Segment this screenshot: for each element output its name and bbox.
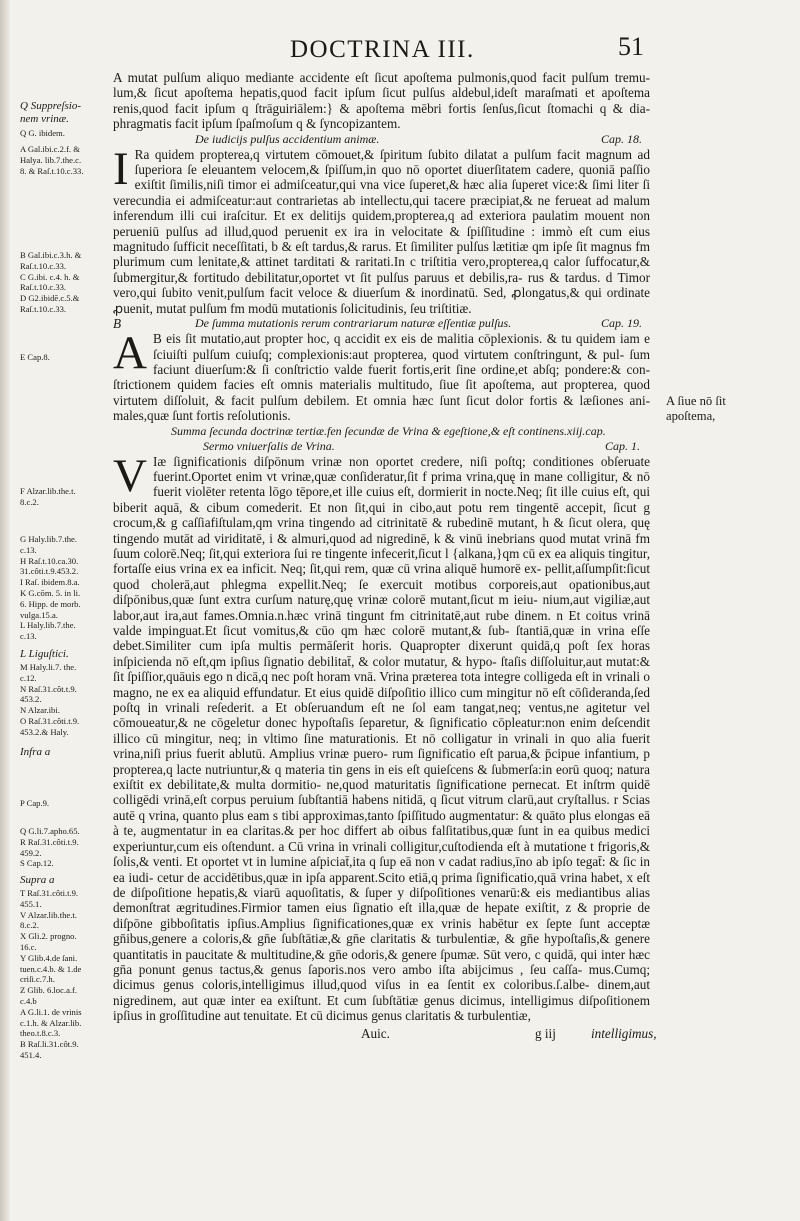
margin-note-group xyxy=(20,662,115,738)
margin-note-line: B Gal.ibi.c.3.h. & xyxy=(20,250,82,260)
chapter-number: Cap. 18. xyxy=(600,131,642,146)
margin-note-line: Halya. lib.7.the.c. xyxy=(20,154,82,165)
margin-note-line: nem vrinæ. xyxy=(20,113,69,125)
catchword-author: Auic. xyxy=(361,1025,390,1041)
margin-note-line: Y Glib.4.de ſani. xyxy=(20,952,78,963)
margin-note-line: Z Glib. 6.loc.a.f. xyxy=(20,985,78,996)
page-footer xyxy=(113,1025,657,1044)
margin-note-line: 16.c. xyxy=(20,941,37,952)
summa-heading: Summa ſecunda doctrinæ tertiæ.fen ſecundæ de Vrina & egeſtione,& eſt continens.xiij.cap. xyxy=(171,423,606,438)
margin-note-line: I Raſ. ibidem.8.a. xyxy=(20,577,80,588)
margin-note-line: N Alzar.ibi. xyxy=(20,705,60,716)
margin-note-line: K G.cōm. 5. in li. xyxy=(20,587,81,598)
margin-note-line: Q G. ibidem. xyxy=(20,128,65,138)
margin-note-line: C G.ibi. c.4. h. & xyxy=(20,271,80,282)
drop-capital: V xyxy=(113,449,147,502)
margin-note-line: 8.c.2. xyxy=(20,920,39,931)
margin-note-line: N Raſ.31.côt.t.9. xyxy=(20,683,77,694)
margin-note-group xyxy=(20,486,115,508)
margin-note-line: H Raſ.t.10.ca.30. xyxy=(20,555,79,566)
margin-note-line: A Gal.ibi.c.2.f. & xyxy=(20,144,80,154)
margin-note-line: criſi.c.7.h. xyxy=(20,974,55,985)
margin-note-line: vulga.15.a. xyxy=(20,609,58,620)
catchword: intelligimus, xyxy=(591,1025,657,1041)
margin-note-group xyxy=(20,648,115,661)
margin-note-line: E Cap.8. xyxy=(20,352,50,362)
margin-note-line: Supra a xyxy=(20,874,55,886)
margin-note-line: D G2.ibidē.c.5.& xyxy=(20,293,80,304)
paragraph-text: Ra quidem propterea,q virtutem cōmouet,& ſpiritum ſubito dilatat a pulſum facit magnum ad ſuperiora ſe eleuantem velocem,& ſpiſſum,in quo nō oportet diuerſitatem cadere, quoniā paſſio exiſtit ſimilis,niſi timor ei admiſceatur,qui vna vice ſuperet,& hæc alia ſuperet vice:& ſimi liter ſi verecundia ei admiſceatur:aut contrarietas ab intellectu,qui tacere præcipiat,& ne ferueat ad malum inferendum illi cui iraſcitur. Et ex delitijs quidem,propterea,q ad exteriora paulatim mouent non perueniū pulſus ad illud,quod peruenit ex ira in velocitate & ſpiſſitudine : immò eſt cum eius magnitudo ſufficit neceſſitati, b & eſt tardus,& rarus. Et ſimiliter pulſus lætitiæ qm ipſe ſit magnus fm plurimum cum lenitate,& attinet tarditati & raritati.In c triſtitia vero,propterea,q calor ſuffocatur,& ſubmergitur,& fortitudo debilitatur,oportet vt ſit pulſus paruus et debilis,ra- rus & tardus. d Timor vero,qui ſubito venit,pulſum facit veloce & diuerſum & inordinatū. Sed, ꝓlongatus,& qui ordinate ꝓuenit, mutat pulſum fm modū mutationis ſolicitudinis, ſeu triſtitiæ. xyxy=(113,146,650,316)
chapter-number: Cap. 1. xyxy=(604,438,640,453)
drop-capital: A xyxy=(113,327,147,380)
chapter-heading-19 xyxy=(113,316,650,331)
margin-note-line: c.13. xyxy=(20,631,37,642)
margin-note-group xyxy=(20,888,115,1061)
margin-note-line: Infra a xyxy=(20,746,51,758)
chapter-heading-18 xyxy=(113,132,650,147)
margin-note-line: Q Suppreſsio- xyxy=(20,100,82,112)
margin-note-line: B Raſ.li.31.côt.9. xyxy=(20,1039,79,1050)
paragraph-text: B eis ſit mutatio,aut propter hoc, q accidit ex eis de malitia cōplexionis. & tu quidem iam e ſciuiſti pulſum cuiuſq; complexionis:aut propterea, quod virtutem conſtringunt, & pul- ſum faciunt diuerſum:& ſi conſtrictio valde fuerit fortis,erit ſine ordine,et abſq; pondere:& con- ſtrictionem quidem facies eſt omnis materialis multitudo, ſiue ſit apoſtema, aut propterea, quod virtutem diſſoluit, & facit pulſum debilem. Et omnia hæc ſunt ſicut dolor fortis & læſiones ani- males,quæ ſunt fortis reſolutionis. xyxy=(113,331,650,424)
margin-note-group xyxy=(20,534,115,642)
sermo-title: Sermo vniuerſalis de Vrina. xyxy=(203,438,335,453)
margin-note-line: S Cap.12. xyxy=(20,858,54,869)
chapter-title: De ſumma mutationis rerum contrariarum naturæ eſſentiæ pulſus. xyxy=(195,316,512,331)
margin-note-line: X Gli.2. progno. xyxy=(20,931,77,942)
margin-note-line: c.13. xyxy=(20,544,37,555)
chapter-number: Cap. 19. xyxy=(600,316,642,331)
margin-note-line: Q G.li.7.apho.65. xyxy=(20,826,80,836)
margin-note-line: G Haly.lib.7.the. xyxy=(20,534,77,544)
margin-note-line: R Raſ.31.côti.t.9. xyxy=(20,836,79,847)
margin-note-line: apoſtema, xyxy=(666,409,716,423)
chapter-title: De iudicijs pulſus accidentium animæ. xyxy=(195,131,380,146)
margin-note-line: 459.2. xyxy=(20,847,42,858)
margin-note-line: 451.4. xyxy=(20,1049,42,1060)
folio-number: 51 xyxy=(618,32,644,61)
margin-note-line: Raſ.t.10.c.33. xyxy=(20,260,67,271)
paragraph-anger xyxy=(113,142,650,316)
running-header: DOCTRINA III. xyxy=(290,36,475,63)
margin-note-group xyxy=(20,798,115,809)
sermo-heading xyxy=(113,439,650,454)
page-edge xyxy=(0,0,10,1221)
margin-note-line: T Raſ.31.côti.t.9. xyxy=(20,888,79,898)
section-label: B xyxy=(113,316,122,332)
margin-note-group xyxy=(20,100,115,126)
drop-capital: I xyxy=(113,142,129,195)
margin-note-line: theo.t.8.c.3. xyxy=(20,1028,61,1039)
margin-note-line: A ſiue nō ſit xyxy=(666,394,726,408)
margin-note-group xyxy=(20,746,115,759)
margin-note-line: V Alzar.lib.the.t. xyxy=(20,909,77,920)
margin-note-group xyxy=(20,352,115,363)
margin-note-line: O Raſ.31.côti.t.9. xyxy=(20,715,80,726)
margin-note-line: c.12. xyxy=(20,672,37,683)
paragraph-text: Iæ ſignificationis diſpōnum vrinæ non oportet credere, niſi poſtq; conditiones obſeruate fuerint.Oportet enim vt vrinæ,quæ conſideratur,ſit f prima vrina,quę in mane colligitur, & nō fuerit violēter retenta lōgo tēpore,et ille cuius eſt, dormierit in nocte.Neq; ſit ille cuius eſt, qui biberit aquā, & cibum comederit. Et non ſit,qui in cibo,aut potu rem tingentē accepit, ſicut g crocum,& g caſſiafiſtulam,qm vrina tingendo ad citrinitatē & rubedinē mutant, h & ſicut olera, quę tingendo mutāt ad viriditatē, i & almuri,quod ad nigredinē, k & vinū inebrians quod mutat vrinā fm ſuum colorē.Neq; ſit,qui exteriora ſui re tingente infecerit,ſicut l {alkana,}qm cū ex ea aliquis tingitur, fortaſſe eius vrina ex ea inficit. Neq; ſit,qui rem, quæ cū vrina aliquē humorē ex- pellit,aſſumpſit:ſicut quod cholerā,aut phlegma expellit.Neq; ſe exercuit motibus corporeis,aut opationibus,aut diſpōnibus,quæ ſunt extra curſum naturę,quę vrinæ colorē mutant,ſicut m ieiu- nium,aut vigiliæ,aut labor,aut ira,aut fames.Omnia.n.hæc vrinā tingunt fm citrinitatē,aut rube dinem. n Et coitus vrinā valde impinguat.Et ſicut vomitus,& cūo qm hæc colorē mutant,& ſub- ſtantiā,quæ in vrina eſſe debet.Similiter cum ipſa multis permāſerit horis. Quapropter dixerunt quidā,q poſt ſex horas inſpicienda nō eſt,qm ipſius ſignatio debilitat̄, & color mutatur, & hypo- ſtaſis diſſoluitur,aut mutat:& ſit ſpiſſior,quāuis ego n dicā,q nec poſt horam vnā. Vrina præterea tota integre colligeda eſt in vrinali o magno, ne ex ea aliquid effundatur. Et eius quidē diſpoſitio illico cum mingitur nō eſt cōſideranda,ſed poſtq in vrinali reſederit. a Et obſeruandum eſt ne ſol eam tangat,neq; ventus,ne agitetur vel cōmoueatur,& ne cōgeletur donec hypoſtaſis ſeparetur, & ſignificatio cōpleatur:non enim deſcendit illico cū mingitur, neq; in vltimo ſine maturationis. Et nō colligatur in vrinali in quo alia fuerit vrina,niſi prius fuerit ablutū. Amplius vrinæ puero- rum ſignificatio eſt parua,& p̄cipue infantium, p propterea,q lacte nutriuntur,& q materia tin gens in eis eſt quieſcens & ſubmerſa:in eorū quoq; natura exiſtit ex debilitate,& multa dormitio- ne,quod maturitatis ſignificatione pernecat. Et inſtrm quidē colligēdi vrinā,eſt corpus peruium ſubſtantiā habens nitidā, q ſicut vitrum clarū,aut cryſtallus. r Scias autē q vrina, quanto plus eam s tibi approximas,tanto ſpiſſitudo augmentatur: & quāto plus elongas eā à te, augmentatur in ea claritas.& per hoc differt ab oibus falſitatibus,quæ ſunt in ea quibus medici experiuntur,cum eis oſtendunt. a Cū vrina in vrinali colligitur,cuſtodienda eſt à mutatione t frigoris,& ſolis,& venti. Et oportet vt in lumine aſpiciat̄,ita q ſup eā non v cadat radius,īno ab ipſo tegat̄: & ſic in ea iudi- cetur de accidētibus,quæ in ipſa apparent.Scito etiā,q prima ſignificatio,quā vrina habet, x eſt de diſpoſitione hepatis,& viarū aquoſitatis, & ſuper y diſpoſitiones venarū:& eis mediantibus alias demonſtrat ægritudines.Firmior tamen eius ſignatio eſt illa,quæ de hepate exiſtit, z & proprie de diſpōne gibboſitatis ipſius.Amplius ſignificationes,quæ ex vrinis habētur ex ſepte ſunt acceptæ gn̄ibus,genere a coloris,& gn̄e ſubſtātiæ,& gn̄e claritatis & turbulentiæ, & gn̄e hypoſtaſis,& genere quantitatis in paucitate & multitudine,& gn̄e odoris,& genere ſpumæ. Sūt vero, c quidā, qui inter hæc gn̄a ponunt genus tactus,& genus ſaporis.nos vero ambo iſta abijcimus , ſeu caſſa- mus.Cumq; dicimus genus coloris,intelligimus illud,quod viſus in ea ſentit ex coloribus.ſ.albe- dinem,aut nigredinem, aut quæ inter ea exiſtunt. Et cum ſubſtātiæ genus dicimus, intelligimus diſpoſitionem ipſius in groſſitudine aut tenuitate. Et cū dicimus genus claritatis & turbulentiæ, xyxy=(113,453,650,1024)
top-paragraph: A mutat pulſum aliquo mediante accidente eſt ſicut apoſtema pulmonis,quod facit pulſum tremu- lum,& ſicut apoſtema hepatis,quod facit ipſum ſicut pulſus aldebul,ideſt maraſmati et apoſtema renis,quod facit ipſum q ſtrāguiriālem:} & apoſtema mēbri fortis ſenſus,ſicut ſtomachi q & dia- phragmatis facit ipſum ſpaſmoſum q & ſyncopizantem. xyxy=(113,70,650,132)
right-margin-note xyxy=(666,394,796,424)
paragraph-urine xyxy=(113,449,650,1024)
margin-note-line: L Liguſtici. xyxy=(20,648,69,660)
signature-mark: g iij xyxy=(535,1025,556,1041)
margin-note-group xyxy=(20,874,115,887)
margin-note-line: F Alzar.lib.the.t. xyxy=(20,486,76,496)
margin-note-line: M Haly.li.7. the. xyxy=(20,662,77,672)
margin-note-line: Raſ.t.10.c.33. xyxy=(20,303,67,314)
margin-note-line: L Haly.lib.7.the. xyxy=(20,620,76,631)
margin-note-line: c.1.h. & Alzar.lib. xyxy=(20,1017,82,1028)
margin-note-group xyxy=(20,250,115,315)
margin-note-line: 8.c.2. xyxy=(20,496,39,507)
margin-note-line: 8. & Raſ.t.10.c.33. xyxy=(20,165,84,176)
margin-note-line: A G.li.1. de vrinis xyxy=(20,1006,82,1017)
margin-note-group xyxy=(20,826,115,869)
main-text-column xyxy=(113,70,657,1044)
margin-note-line: 31.côti.t.9.453.2. xyxy=(20,566,79,577)
margin-note-group xyxy=(20,144,115,176)
margin-note-line: P Cap.9. xyxy=(20,798,50,808)
margin-note-line: 6. Hipp. de morb. xyxy=(20,598,81,609)
paragraph-summary xyxy=(113,327,650,424)
margin-note-group xyxy=(20,128,115,139)
margin-note-line: c.4.b xyxy=(20,995,37,1006)
margin-note-line: 453.2. xyxy=(20,694,42,705)
margin-note-line: 455.1. xyxy=(20,898,42,909)
margin-note-line: Raſ.t.10.c.33. xyxy=(20,282,67,293)
margin-note-line: tuen.c.4.b. & 1.de xyxy=(20,963,82,974)
margin-note-line: 453.2.& Haly. xyxy=(20,726,69,737)
